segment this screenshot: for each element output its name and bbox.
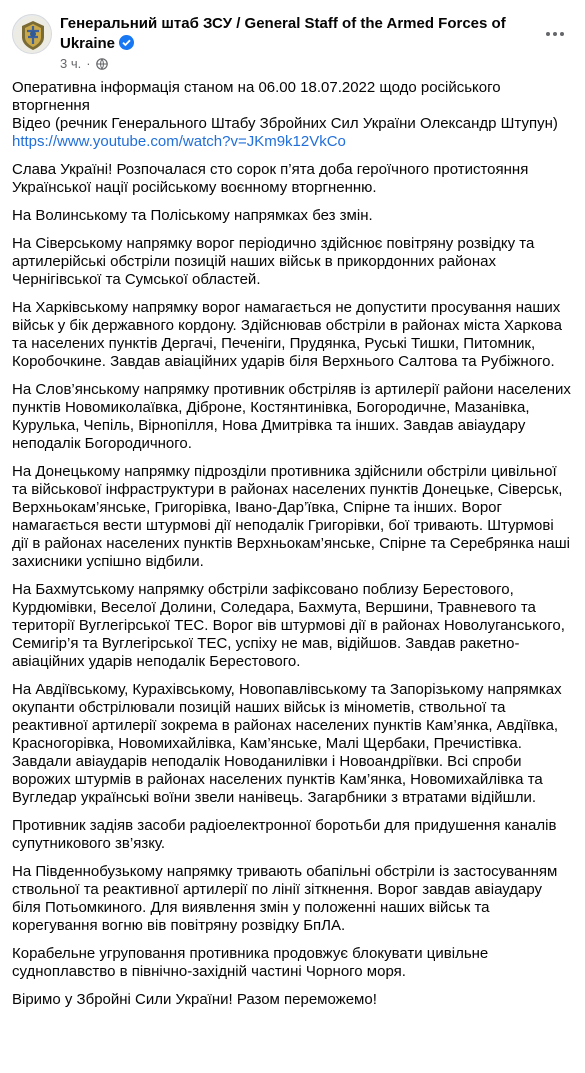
post-intro-line: Оперативна інформація станом на 06.00 18.07.2022 щодо російського вторгнення — [12, 79, 501, 114]
post-paragraph: На Сіверському напрямку ворог періодично здійснює повітряну розвідку та артилерійські обстріли позицій наших військ в прикордонних районах Чернігівської та Сумської областей. — [12, 235, 535, 288]
post-paragraph: На Донецькому напрямку підрозділи противника здійснили обстріли цивільної та військової інфраструктури в районах населених пунктів Донецьке, Сіверськ, Верхньокам’янське, Григорівка, Івано-Дар’ївка, Спірне та інших. Ворог намагається вести штурмові дії неподалік Григорівки, бої тривають. Штурмові дії в районах населених пунктів Верхньокам’янське, Спірне та Серебрянка наші захисники успішно відбили. — [12, 463, 570, 570]
post-body — [12, 79, 574, 1019]
post-intro-line: Відео (речник Генерального Штабу Збройних Сил України Олександр Штупун) — [12, 115, 558, 132]
globe-icon[interactable] — [96, 58, 108, 70]
post-paragraph: На Слов’янському напрямку противник обстріляв із артилерії райони населених пунктів Новомиколаївка, Діброне, Костянтинівка, Богородичне, Мазанівка, Курулька, Чепіль, Вірнопілля, Нова Дмитрівка та інших. Завдав авіаудару неподалік Богородичного. — [12, 381, 571, 452]
post-header — [12, 10, 573, 70]
post-paragraph: Корабельне угруповання противника продовжує блокувати цивільне судноплавство в північно-західній частині Чорного моря. — [12, 945, 489, 980]
video-link[interactable]: https://www.youtube.com/watch?v=JKm9k12VkCo — [12, 133, 346, 150]
post-time[interactable]: 3 ч. — [60, 56, 82, 71]
more-dot — [553, 32, 557, 36]
post-paragraph: На Волинському та Поліському напрямках без змін. — [12, 207, 373, 224]
post-paragraph: На Харківському напрямку ворог намагається не допустити просування наших військ у бік державного кордону. Здійснював обстріли в районах міста Харкова та населених пунктів Дергачі, Печеніги, Прудянка, Руські Тишки, Питомник, Коробочкине. Завдав авіаційних ударів біля Верхнього Салтова та Рубіжного. — [12, 299, 562, 370]
more-dot — [560, 32, 564, 36]
more-dot — [546, 32, 550, 36]
post-paragraph: На Південнобузькому напрямку тривають обапільні обстріли із застосуванням ствольної та реактивної артилерії по лінії зіткнення. Ворог завдав авіаудару біля Потьомкиного. Для виявлення змін у положенні наших військ та корегування вогню вів повітряну розвідку БпЛА. — [12, 863, 558, 934]
post-paragraph: На Авдіївському, Курахівському, Новопавлівському та Запорізькому напрямках окупанти обстрілювали позицій наших військ із мінометів, ствольної та реактивної артилерії зокрема в районах населених пунктів Кам’янка, Авдіївка, Красногорівка, Новомихайлівка, Кам’янське, Малі Щербаки, Пречистівка. Завдали авіаударів неподалік Новоданилівки і Новоандріївки. Всі спроби ворожих штурмів в районах населених пунктів Кам’янка, Новомихайлівка та Вугледар українські воїни звели нанівець. Загарбники з втратами відійшли. — [12, 681, 562, 806]
meta-separator: · — [86, 56, 91, 71]
post-paragraph: Слава Україні! Розпочалася сто сорок п’ята доба героїчного протистояння Української нації російському воєнному вторгненню. — [12, 161, 529, 196]
more-options-button[interactable] — [537, 16, 573, 52]
emblem-icon — [13, 15, 52, 54]
verified-badge-icon — [119, 35, 134, 50]
post-meta — [60, 56, 108, 72]
page-name-text[interactable]: Генеральний штаб ЗСУ / General Staff of the Armed Forces of Ukraine — [60, 15, 506, 52]
post-paragraph: Віримо у Збройні Сили України! Разом переможемо! — [12, 991, 377, 1008]
post-paragraph: На Бахмутському напрямку обстріли зафіксовано поблизу Берестового, Курдюмівки, Веселої Долини, Соледара, Бахмута, Вершини, Травневого та території Вуглегірської ТЕС. Ворог вів штурмові дії в районах Новолуганського, Семигір’я та Вуглегірської ТЕС, успіху не мав, відійшов. Завдав ракетно-авіаційних ударів неподалік Берестового. — [12, 581, 565, 670]
page-name[interactable] — [60, 14, 530, 54]
avatar[interactable] — [12, 14, 52, 54]
post-paragraph: Противник задіяв засоби радіоелектронної боротьби для придушення каналів супутникового зв’язку. — [12, 817, 557, 852]
post-intro — [12, 79, 574, 151]
